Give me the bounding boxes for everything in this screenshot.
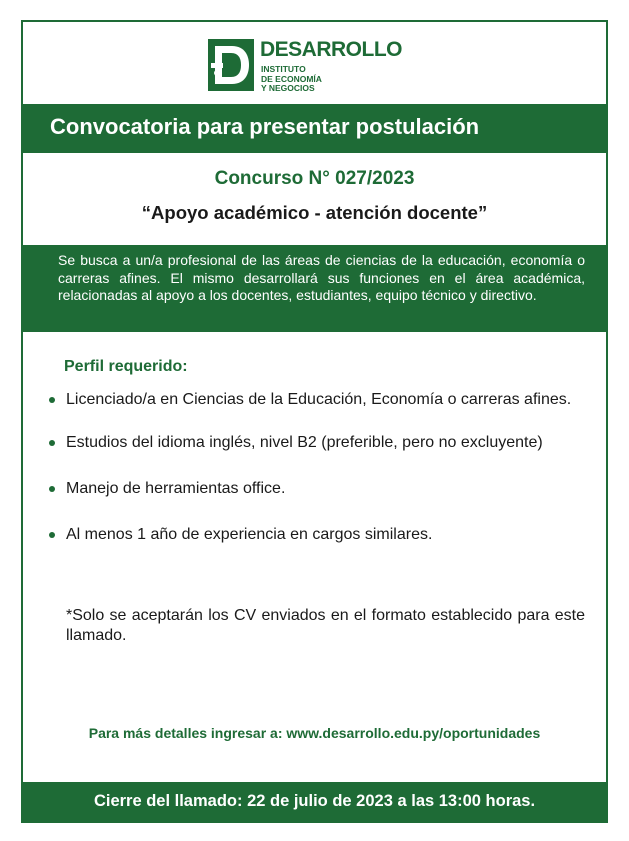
institute-logo [208, 39, 408, 95]
requirement-text: Manejo de herramientas office. [66, 480, 286, 497]
page-title: Convocatoria para presentar postulación [50, 114, 480, 139]
description-banner [23, 245, 606, 332]
list-item [47, 479, 587, 499]
cv-note: *Solo se aceptarán los CV enviados en el formato establecido para este llamado. [66, 607, 585, 644]
requirement-text: Estudios del idioma inglés, nivel B2 (preferible, pero no excluyente) [66, 434, 543, 451]
logo-sub-line: DE ECONOMÍA [261, 73, 322, 84]
bullet-icon [49, 440, 55, 446]
list-item [47, 433, 587, 453]
logo-name: DESARROLLO [260, 38, 402, 61]
contest-subject: “Apoyo académico - atención docente” [141, 202, 488, 223]
requirements-list [47, 390, 587, 545]
closing-date: Cierre del llamado: 22 de julio de 2023 a las 13:00 horas. [93, 792, 536, 810]
bullet-icon [49, 397, 55, 403]
bullet-icon [49, 486, 55, 492]
description-text: Se busca a un/a profesional de las áreas de ciencias de la educación, economía o carreras afines. El mismo desarrollará sus funciones en el área académica, relacionadas al apoyo a los docentes, estudiantes, equipo técnico y directivo. [58, 252, 585, 303]
flyer-frame [21, 20, 608, 823]
list-item [47, 390, 587, 410]
bullet-icon [49, 532, 55, 538]
list-item [47, 525, 587, 545]
title-banner [23, 104, 606, 153]
logo-sub-line: INSTITUTO [261, 64, 306, 74]
logo-sub-line: Y NEGOCIOS [261, 83, 315, 93]
logo-subtitle [261, 65, 322, 94]
details-link[interactable]: Para más detalles ingresar a: www.desarrollo.edu.py/oportunidades [88, 725, 541, 741]
requirement-text: Al menos 1 año de experiencia en cargos similares. [66, 526, 433, 543]
desarrollo-logo-icon [208, 39, 254, 91]
requirement-text: Licenciado/a en Ciencias de la Educación, Economía o carreras afines. [66, 391, 572, 408]
closing-banner [23, 782, 606, 823]
profile-title: Perfil requerido: [64, 358, 188, 375]
contest-number: Concurso N° 027/2023 [214, 168, 415, 189]
